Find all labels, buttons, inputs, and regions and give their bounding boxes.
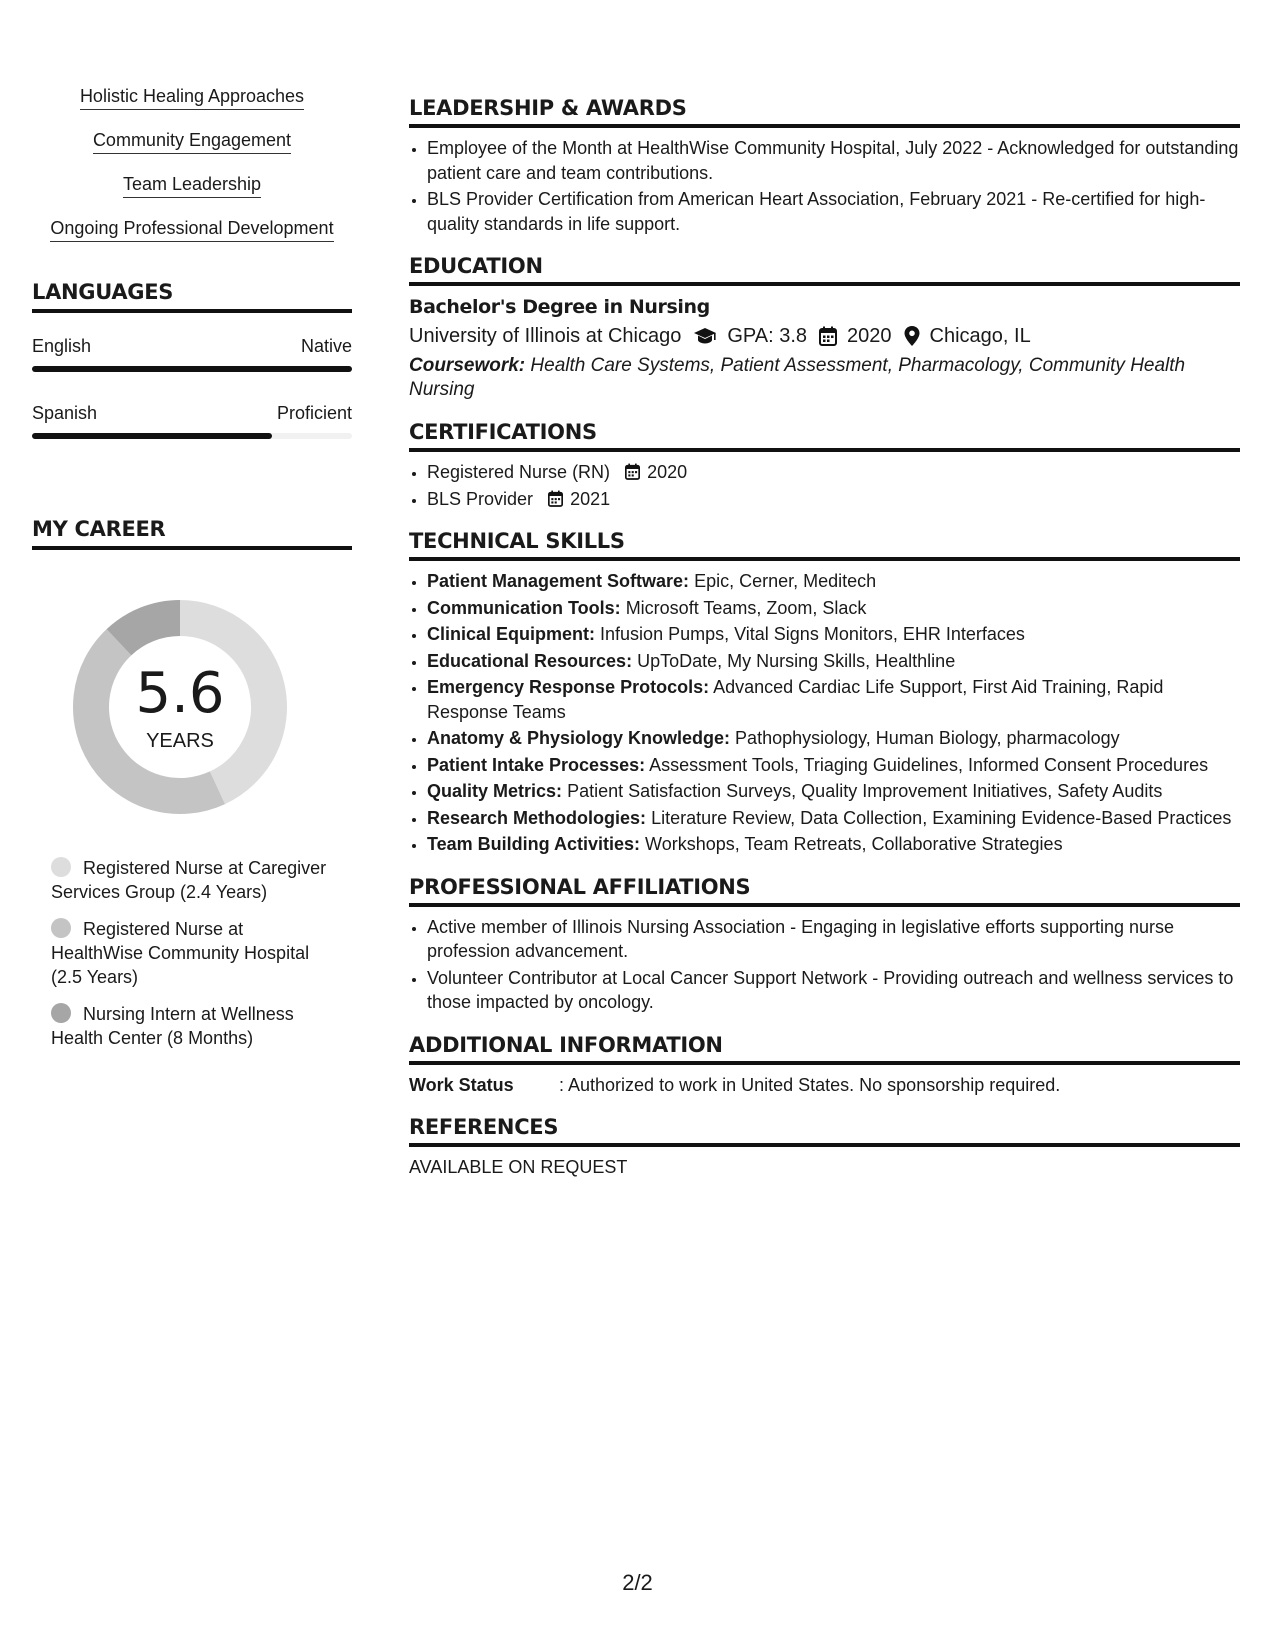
leadership-list xyxy=(409,136,1240,236)
education-heading: EDUCATION xyxy=(409,254,1240,286)
additional-info-heading: ADDITIONAL INFORMATION xyxy=(409,1033,1240,1065)
coursework-list: Health Care Systems, Patient Assessment, Pharmacology, Community Health Nursing xyxy=(409,355,1186,400)
list-item xyxy=(427,726,1240,751)
skill-label: Anatomy & Physiology Knowledge: xyxy=(427,728,731,748)
calendar-icon xyxy=(548,490,563,507)
skill-value: Literature Review, Data Collection, Examining Evidence-Based Practices xyxy=(651,807,1232,828)
skill-value: Assessment Tools, Triaging Guidelines, Informed Consent Procedures xyxy=(649,754,1209,775)
skill-value: Patient Satisfaction Surveys, Quality Improvement Initiatives, Safety Audits xyxy=(567,781,1163,801)
list-item xyxy=(427,460,1240,485)
skill-value: Microsoft Teams, Zoom, Slack xyxy=(625,597,867,618)
language-name: Spanish xyxy=(32,403,98,423)
list-item xyxy=(427,649,1240,674)
location-pin-icon xyxy=(904,326,920,346)
certifications-list xyxy=(409,460,1240,511)
references-heading: REFERENCES xyxy=(409,1115,1240,1147)
legend-dot xyxy=(51,857,71,877)
career-legend xyxy=(32,856,352,1050)
school-location: Chicago, IL xyxy=(929,325,1031,347)
career-section xyxy=(32,517,352,1050)
page-number: 2/2 xyxy=(622,1570,653,1595)
language-name: English xyxy=(32,336,92,356)
skill-label: Patient Intake Processes: xyxy=(427,754,646,775)
skill-label: Patient Management Software: xyxy=(427,571,690,591)
list-item xyxy=(427,596,1240,621)
certifications-heading: CERTIFICATIONS xyxy=(409,420,1240,452)
legend-dot xyxy=(51,1003,71,1023)
list-item xyxy=(427,779,1240,804)
list-item xyxy=(427,753,1240,778)
skill-label: Emergency Response Protocols: xyxy=(427,677,710,697)
career-legend-item: Nursing Intern at Wellness Health Center (8 Months) xyxy=(51,1004,294,1048)
language-bar xyxy=(32,433,352,439)
career-legend-item: Registered Nurse at Caregiver Services Group (2.4 Years) xyxy=(51,858,327,902)
references-section xyxy=(409,1115,1240,1178)
language-level: Proficient xyxy=(276,403,352,423)
skill-value: Infusion Pumps, Vital Signs Monitors, EHR Interfaces xyxy=(600,624,1025,644)
calendar-icon xyxy=(625,463,640,480)
list-item xyxy=(427,675,1240,724)
certification-name: BLS Provider xyxy=(427,488,534,509)
technical-skills-heading: TECHNICAL SKILLS xyxy=(409,529,1240,561)
skill-label: Clinical Equipment: xyxy=(427,624,596,644)
affiliations-heading: PROFESSIONAL AFFILIATIONS xyxy=(409,875,1240,907)
strength-item: Ongoing Professional Development xyxy=(32,216,352,242)
technical-skills-list xyxy=(409,569,1240,857)
graduation-cap-icon xyxy=(693,327,717,345)
gpa: GPA: 3.8 xyxy=(727,325,808,347)
right-column xyxy=(409,96,1240,1196)
education-details xyxy=(409,322,1240,350)
skill-label: Communication Tools: xyxy=(427,597,621,618)
coursework xyxy=(409,354,1240,402)
work-status-value: : Authorized to work in United States. No sponsorship required. xyxy=(559,1074,1061,1095)
school-name: University of Illinois at Chicago xyxy=(409,325,682,347)
degree-title: Bachelor's Degree in Nursing xyxy=(409,296,710,318)
skill-label: Quality Metrics: xyxy=(427,781,563,801)
references-text: AVAILABLE ON REQUEST xyxy=(409,1156,628,1177)
technical-skills-section xyxy=(409,529,1240,857)
skill-label: Research Methodologies: xyxy=(427,807,647,828)
language-bar-fill xyxy=(32,366,352,372)
leadership-heading: LEADERSHIP & AWARDS xyxy=(409,96,1240,128)
languages-section xyxy=(32,280,352,439)
graduation-year: 2020 xyxy=(847,325,892,347)
career-unit: YEARS xyxy=(146,730,214,752)
languages-heading: LANGUAGES xyxy=(32,280,352,313)
list-item: • Volunteer Contributor at Local Cancer Support Network - Providing outreach and wellness services to those impacted by oncology. xyxy=(427,966,1240,1015)
strengths-list xyxy=(32,84,352,242)
career-legend-item: Registered Nurse at HealthWise Community Hospital (2.5 Years) xyxy=(51,919,310,987)
donut-segment-3 xyxy=(119,618,180,642)
career-heading: MY CAREER xyxy=(32,517,352,550)
skill-value: UpToDate, My Nursing Skills, Healthline xyxy=(637,650,956,671)
work-status-label: Work Status xyxy=(409,1074,514,1095)
strength-item: Holistic Healing Approaches xyxy=(32,84,352,110)
list-item: • BLS Provider Certification from American Heart Association, February 2021 - Re-certified for high-quality standards in life support. xyxy=(427,187,1240,236)
language-level: Native xyxy=(300,336,352,356)
career-donut-chart xyxy=(67,594,293,820)
list-item xyxy=(427,832,1240,857)
skill-label: Team Building Activities: xyxy=(427,834,641,854)
skill-value: Advanced Cardiac Life Support, First Aid Training, Rapid Response Teams xyxy=(427,677,1164,722)
language-bar xyxy=(32,366,352,372)
list-item: • Employee of the Month at HealthWise Community Hospital, July 2022 - Acknowledged for outstanding patient care and team contributions. xyxy=(427,136,1240,185)
language-item xyxy=(32,402,352,439)
certifications-section xyxy=(409,420,1240,511)
career-total: 5.6 xyxy=(135,661,225,726)
list-item xyxy=(427,806,1240,831)
coursework-label: Coursework: xyxy=(409,355,526,376)
language-bar-fill xyxy=(32,433,272,439)
left-column xyxy=(32,84,352,1063)
calendar-icon xyxy=(819,326,837,346)
education-section xyxy=(409,254,1240,402)
affiliations-list xyxy=(409,915,1240,1015)
strength-item: Community Engagement xyxy=(32,128,352,154)
skill-value: Pathophysiology, Human Biology, pharmacology xyxy=(735,728,1120,748)
skill-value: Epic, Cerner, Meditech xyxy=(694,571,877,591)
leadership-section xyxy=(409,96,1240,236)
skill-label: Educational Resources: xyxy=(427,650,633,671)
list-item: • Active member of Illinois Nursing Association - Engaging in legislative efforts supporting nurse profession advancement. xyxy=(427,915,1240,964)
work-status-row xyxy=(409,1073,1240,1097)
strength-item: Team Leadership xyxy=(32,172,352,198)
certification-year: 2021 xyxy=(570,488,611,509)
list-item xyxy=(427,487,1240,512)
list-item xyxy=(427,622,1240,647)
language-item xyxy=(32,335,352,372)
skill-value: Workshops, Team Retreats, Collaborative Strategies xyxy=(645,834,1063,854)
certification-name: Registered Nurse (RN) xyxy=(427,462,611,482)
affiliations-section xyxy=(409,875,1240,1015)
certification-year: 2020 xyxy=(647,462,688,482)
list-item xyxy=(427,569,1240,594)
additional-info-section xyxy=(409,1033,1240,1097)
legend-dot xyxy=(51,918,71,938)
